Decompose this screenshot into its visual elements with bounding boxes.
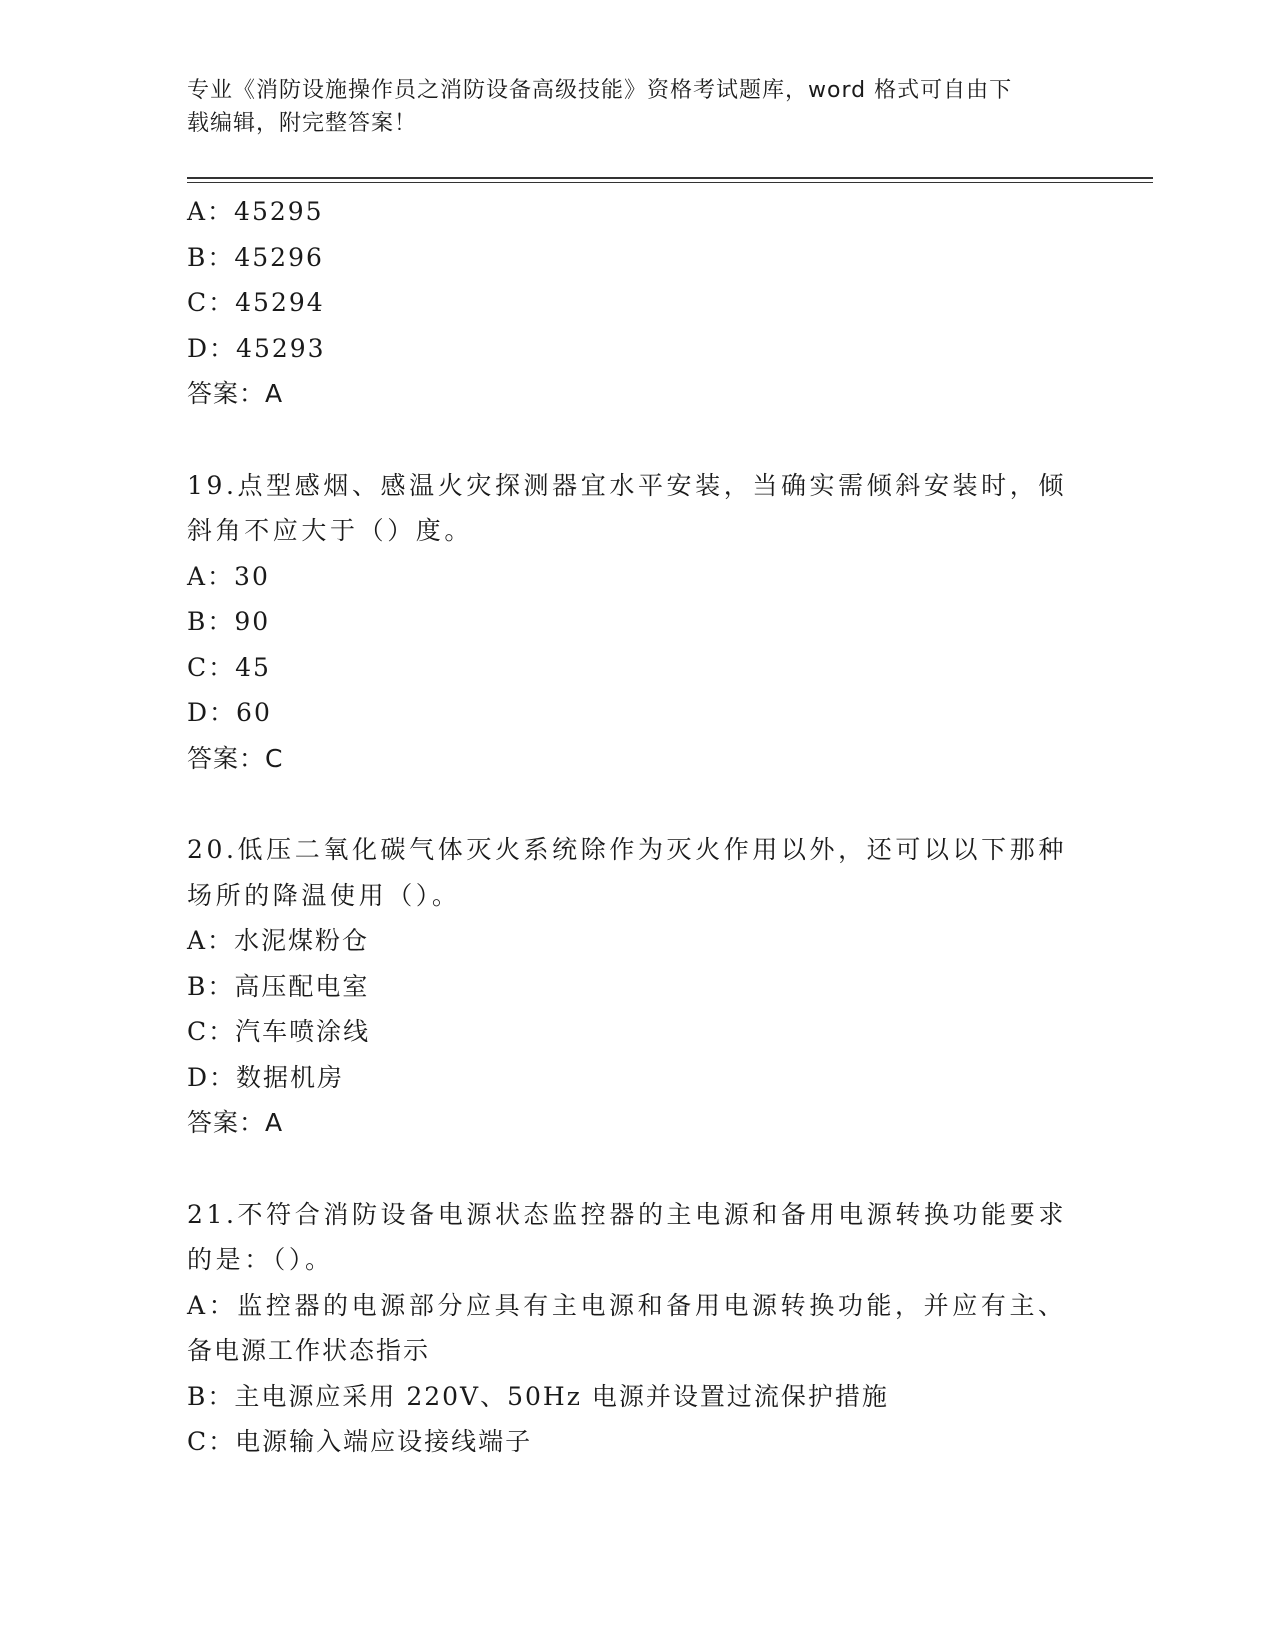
option-d: D：45293 (187, 333, 326, 363)
question-list (187, 189, 1087, 1465)
question-text-line-1: 21.不符合消防设备电源状态监控器的主电源和备用电源转换功能要求 (187, 1199, 1067, 1229)
header-divider-thick (187, 177, 1153, 179)
option-d: D：60 (187, 698, 272, 727)
question-20 (187, 827, 1087, 1146)
question-text-line-2: 的是：（）。 (187, 1245, 334, 1274)
question-text-line-1: 19.点型感烟、感温火灾探测器宜水平安装，当确实需倾斜安装时，倾 (187, 470, 1067, 500)
option-c: C：45 (187, 652, 271, 682)
option-a: A：水泥煤粉仓 (187, 926, 370, 955)
question-19 (187, 463, 1087, 782)
document-header (187, 74, 1067, 140)
question-text-line-1: 20.低压二氧化碳气体灭火系统除作为灭火作用以外，还可以以下那种 (187, 835, 1067, 864)
header-line-1: 专业《消防设施操作员之消防设备高级技能》资格考试题库，word 格式可自由下 (187, 78, 1013, 103)
option-a: A：45295 (187, 197, 324, 226)
header-divider-thin (187, 182, 1153, 183)
question-text-line-2: 场所的降温使用（）。 (187, 880, 461, 910)
option-c: C：汽车喷涂线 (187, 1017, 371, 1046)
option-b: B：高压配电室 (187, 971, 370, 1001)
question-text-line-2: 斜角不应大于（）度。 (187, 516, 474, 545)
option-b: B：主电源应采用 220V、50Hz 电源并设置过流保护措施 (187, 1381, 889, 1411)
option-b: B：45296 (187, 242, 324, 272)
option-a-line-2: 备电源工作状态指示 (187, 1336, 431, 1365)
option-c: C：电源输入端应设接线端子 (187, 1427, 533, 1456)
answer-line: 答案：A (187, 1108, 284, 1137)
answer-line: 答案：A (187, 379, 284, 408)
answer-line: 答案：C (187, 743, 284, 773)
header-line-2: 载编辑，附完整答案！ (187, 111, 418, 136)
question-21 (187, 1192, 1087, 1465)
option-a-line-1: A：监控器的电源部分应具有主电源和备用电源转换功能，并应有主、 (187, 1290, 1067, 1320)
option-b: B：90 (187, 607, 271, 636)
option-a: A：30 (187, 561, 270, 591)
option-c: C：45294 (187, 288, 325, 317)
question-18 (187, 189, 1087, 417)
option-d: D：数据机房 (187, 1062, 345, 1092)
